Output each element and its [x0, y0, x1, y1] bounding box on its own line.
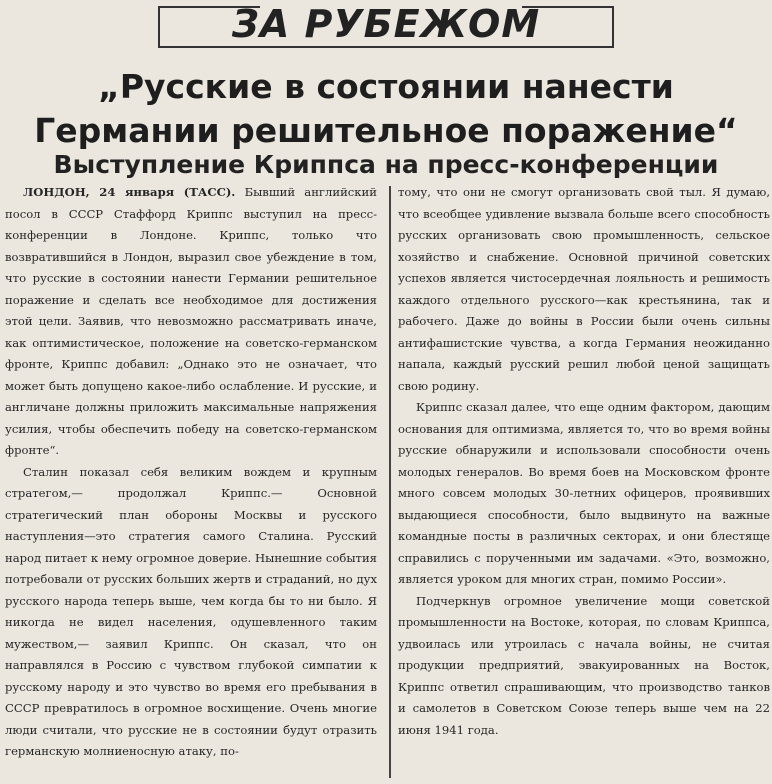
article-subheadline: Выступление Криппса на пресс-конференции [53, 150, 719, 179]
column-divider [389, 186, 391, 778]
paragraph-text: Бывший английский посол в СССР Стаффорд Криппс выступил на пресс-конференции в Лондоне. Криппс, только что возвратившийся в Лондон, выразил свое убеждение в том, что русские в состоянии нанести Германии решительное поражение и сделать все необходимое для достижения этой цели. Заявив, что невозможно рассматривать иначе, как оптимистическое, положение на советско-германском фронте, Криппс добавил: „Однако это не означает, что может быть допущено какое-либо ослабление. И русские, и англичане должны приложить максимальные напряжения усилия, чтобы обеспечить победу на советско-германском фронте“. [5, 185, 377, 457]
article-headline: „Русские в состоянии нанести Германии решительное поражение“ [34, 67, 738, 150]
article-paragraph: тому, что они не смогут организовать свой тыл. Я думаю, что всеобщее удивление вызвала больше всего способность русских организовать свою промышленность, сельское хозяйство и снабжение. Основной причиной советских успехов является чистосердечная лояльность и решимость каждого отдельного русского—как крестьянина, так и рабочего. Даже до войны в России были очень сильны антифашистские чувства, а когда Германия неожиданно напала, каждый русский решил любой ценой защищать свою родину. [398, 185, 770, 393]
article-column-right [398, 182, 770, 784]
article-column-left [5, 182, 377, 784]
article-paragraph: Криппс сказал далее, что еще одним фактором, дающим основания для оптимизма, является то, что во время войны русские обнаружили и использовали способности очень молодых генералов. Во время боев на Московском фронте много совсем молодых 30-летних офицеров, проявивших выдающиеся способности, было выдвинуто на важные командные посты в различных секторах, и они блестяще справились с порученными им задачами. «Это, возможно, является уроком для многих стран, помимо России». [398, 400, 770, 586]
dateline: ЛОНДОН, 24 января (ТАСС). [23, 185, 236, 199]
article-paragraph [5, 182, 377, 462]
section-title: ЗА РУБЕЖОМ [231, 2, 541, 46]
article-paragraph: Подчеркнув огромное увеличение мощи советской промышленности на Востоке, которая, по словам Криппса, удвоилась или утроилась с начала войны, не считая продукции предприятий, эвакуированных на Восток, Криппс ответил спрашивающим, что производство танков и самолетов в Советском Союзе теперь выше чем на 22 июня 1941 года. [398, 593, 770, 737]
article-paragraph: Сталин показал себя великим вождем и крупным стратегом,— продолжал Криппс.— Основной стратегический план обороны Москвы и русского наступления—это стратегия самого Сталина. Русский народ питает к нему огромное доверие. Нынешние события потребовали от русских больших жертв и страданий, но дух русского народа теперь выше, чем когда бы то ни было. Я никогда не видел населения, одушевленного таким мужеством,— заявил Криппс. Он сказал, что он направлялся в Россию с чувством глубокой симпатии к русскому народу и это чувство во время его пребывания в СССР превратилось в огромное восхищение. Очень многие люди считали, что русские не в состоянии будут отразить германскую молниеносную атаку, по- [5, 464, 377, 758]
